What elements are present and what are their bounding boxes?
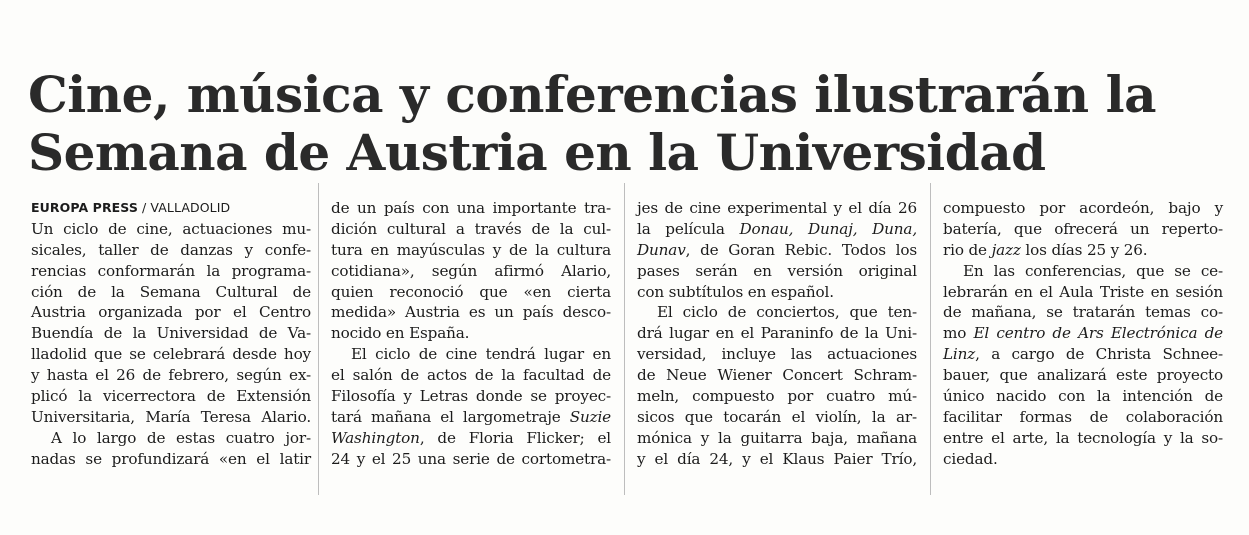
headline-line-2: Semana de Austria en la Universidad <box>28 122 1046 182</box>
headline-line-1: Cine, música y conferencias ilustrarán la <box>28 64 1156 124</box>
genre-term: jazz <box>991 240 1021 259</box>
text-line: bauer, que analizará este proyecto <box>943 366 1223 385</box>
text-line: ción de la Semana Cultural de <box>31 282 311 301</box>
text-line: A lo largo de estas cuatro jor- <box>51 428 311 447</box>
film-title: Dunav <box>637 240 686 259</box>
byline-separator: / <box>142 200 147 215</box>
column-3 <box>637 198 917 470</box>
text-run: rio de <box>943 240 992 259</box>
text-line: de mañana, se tratarán temas co- <box>943 303 1223 322</box>
text-run: , de Floria Flicker; el <box>419 428 611 447</box>
text-line: con subtítulos en español. <box>637 282 834 301</box>
text-line: facilitar formas de colaboración <box>943 407 1223 426</box>
text-line: Universitaria, María Teresa Alario. <box>31 407 311 426</box>
text-line: jes de cine experimental y el día 26 <box>637 199 917 217</box>
text-run: mo <box>943 324 974 343</box>
text-line <box>943 323 1223 344</box>
text-line <box>637 240 917 261</box>
text-line: Austria organizada por el Centro <box>31 303 311 322</box>
text-line: sicos que tocarán el violín, la ar- <box>637 407 917 426</box>
column-rule <box>318 183 319 495</box>
text-line: Filosofía y Letras donde se proyec- <box>331 387 611 406</box>
text-line: nadas se profundizará «en el latir <box>31 449 311 468</box>
text-line: medida» Austria es un país desco- <box>331 303 611 322</box>
text-line: de Neue Wiener Concert Schram- <box>637 366 917 385</box>
text-line: Un ciclo de cine, actuaciones mu- <box>31 219 311 238</box>
text-line: mónica y la guitarra baja, mañana <box>637 428 917 447</box>
film-title: Washington <box>331 428 420 447</box>
text-line <box>331 407 611 428</box>
text-line: El ciclo de cine tendrá lugar en <box>351 345 611 364</box>
text-line: tura en mayúsculas y de la cultura <box>331 240 611 259</box>
text-line: meln, compuesto por cuatro mú- <box>637 387 917 406</box>
text-line <box>637 219 917 240</box>
text-line: plicó la vicerrectora de Extensión <box>31 387 311 406</box>
text-line <box>943 344 1223 365</box>
text-line: el salón de actos de la facultad de <box>331 366 611 385</box>
text-line: único nacido con la intención de <box>943 387 1223 406</box>
byline <box>31 198 311 219</box>
text-run: los días 25 y 26. <box>1020 240 1148 259</box>
text-line: dición cultural a través de la cul- <box>331 219 611 238</box>
text-line: En las conferencias, que se ce- <box>963 261 1223 280</box>
film-title: Donau, Dunaj, Duna, <box>739 219 917 238</box>
text-run: tará mañana el largometraje <box>331 407 570 426</box>
text-run: , a cargo de Christa Schnee- <box>975 345 1223 364</box>
text-line: quien reconoció que «en cierta <box>331 282 611 301</box>
text-line: lladolid que se celebrará desde hoy <box>31 345 311 364</box>
text-line: 24 y el 25 una serie de cortometra- <box>331 449 611 468</box>
text-line: nocido en España. <box>331 324 470 343</box>
text-line: El ciclo de conciertos, que ten- <box>657 303 917 322</box>
column-rule <box>624 183 625 495</box>
headline <box>28 66 1228 182</box>
lecture-title: Linz <box>943 345 976 364</box>
byline-place: VALLADOLID <box>150 200 231 215</box>
column-rule <box>930 183 931 495</box>
text-line: y el día 24, y el Klaus Paier Trío, <box>637 449 917 468</box>
text-line: rencias conformarán la programa- <box>31 261 311 280</box>
text-line: ciedad. <box>943 449 998 468</box>
text-line: cotidiana», según afirmó Alario, <box>331 261 611 280</box>
text-line: lebrarán en el Aula Triste en sesión <box>943 282 1223 301</box>
text-line: sicales, taller de danzas y confe- <box>31 240 311 259</box>
text-line: entre el arte, la tecnología y la so- <box>943 428 1223 447</box>
column-1 <box>31 198 311 470</box>
text-run: , de Goran Rebic. Todos los <box>685 240 917 259</box>
text-line <box>331 428 611 449</box>
text-run: la película <box>637 219 740 238</box>
column-2 <box>331 198 611 470</box>
text-line: pases serán en versión original <box>637 261 917 280</box>
text-line: de un país con una importante tra- <box>331 199 611 217</box>
text-line: batería, que ofrecerá un reperto- <box>943 219 1223 238</box>
lecture-title: El centro de Ars Electrónica de <box>973 324 1223 343</box>
text-line: y hasta el 26 de febrero, según ex- <box>31 366 311 385</box>
text-line <box>943 240 1223 261</box>
film-title: Suzie <box>569 407 611 426</box>
column-4 <box>943 198 1223 470</box>
text-line: Buendía de la Universidad de Va- <box>31 324 311 343</box>
text-line: compuesto por acordeón, bajo y <box>943 199 1223 217</box>
byline-agency: EUROPA PRESS <box>31 200 138 215</box>
text-line: versidad, incluye las actuaciones <box>637 345 917 364</box>
text-line: drá lugar en el Paraninfo de la Uni- <box>637 324 917 343</box>
